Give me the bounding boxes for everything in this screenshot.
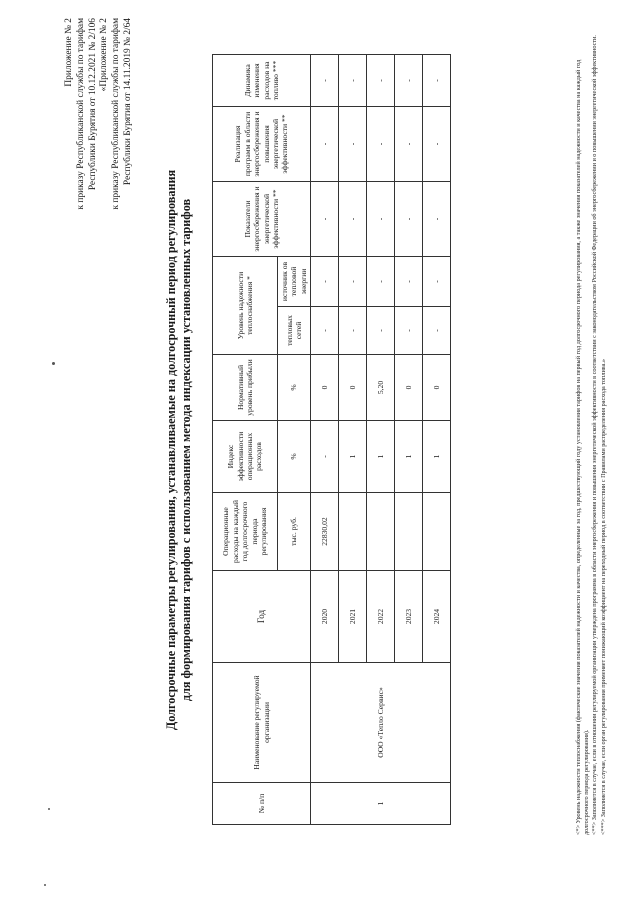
parameters-table	[212, 54, 451, 825]
appendix-line: к приказу Республиканской службы по тарифам	[111, 18, 122, 210]
cell-sources: -	[367, 257, 395, 307]
scan-speck	[52, 362, 55, 365]
cell-year: 2020	[311, 571, 339, 663]
col-header-num: № п/п	[213, 783, 311, 825]
col-header-org: Наименование регулируемой организации	[213, 663, 311, 783]
col-header-index: Индекс эффективности операционных расходов	[213, 421, 278, 493]
cell-index: 1	[423, 421, 451, 493]
unit-opex: тыс. руб.	[278, 493, 311, 571]
col-header-energy-program: Реализация программ в области энергосбережения и повышения энергетической эффективности **	[213, 107, 311, 182]
scan-speck	[48, 808, 50, 810]
cell-indicators: -	[395, 182, 423, 257]
cell-networks: -	[395, 307, 423, 355]
cell-program: -	[311, 107, 339, 182]
cell-profit: 0	[311, 355, 339, 421]
footnotes	[575, 25, 608, 835]
cell-profit: 0	[339, 355, 367, 421]
cell-indicators: -	[367, 182, 395, 257]
cell-year: 2021	[339, 571, 367, 663]
table-row	[311, 55, 339, 825]
footnote: <**> Заполняется в случае, если в отношении регулируемой организации утверждена программа в области энергосбережения и повышения энергетической эффективности в соответствии с законодательством Российской Федерации об энергосбережении и о повышении энергетической эффективности.	[591, 35, 599, 835]
cell-opex	[367, 493, 395, 571]
cell-networks: -	[311, 307, 339, 355]
cell-sources: -	[311, 257, 339, 307]
document-title	[164, 55, 194, 845]
cell-opex	[423, 493, 451, 571]
cell-fuel: -	[395, 55, 423, 107]
appendix-line: Республики Бурятия от 10.12.2021 № 2/106	[87, 18, 98, 191]
cell-indicators: -	[339, 182, 367, 257]
col-header-energy-indicators: Показатели энергосбережения и энергетической эффективности **	[213, 182, 311, 257]
cell-fuel: -	[423, 55, 451, 107]
cell-indicators: -	[423, 182, 451, 257]
cell-opex	[339, 493, 367, 571]
cell-networks: -	[339, 307, 367, 355]
cell-opex	[395, 493, 423, 571]
cell-sources: -	[423, 257, 451, 307]
cell-sources: -	[395, 257, 423, 307]
col-header-sources: источник ов тепловой энергии	[278, 257, 311, 307]
appendix-line: Приложение № 2	[64, 18, 74, 87]
cell-index: 1	[339, 421, 367, 493]
footnote: <*> Уровень надежности теплоснабжения (фактические значения показателей надежности и качества, определенные за год, предшествующий году установления тарифов на первый год долгосрочного периода регулирования, а также значения показателей надежности и качества на каждый год долгосрочного периода регулирования).	[575, 59, 591, 835]
col-header-networks: тепловых сетей	[278, 307, 311, 355]
header-row	[213, 55, 278, 825]
footnote: <***> Заполняется в случае, если орган регулирования применяет понижающий коэффициент на переходный период в соответствии с Правилами распределения расхода топлива.»	[599, 359, 607, 835]
cell-networks: -	[367, 307, 395, 355]
appendix-line: «Приложение № 2	[99, 18, 110, 92]
cell-program: -	[395, 107, 423, 182]
appendix-header	[64, 18, 135, 210]
cell-year: 2024	[423, 571, 451, 663]
unit-profit: %	[278, 355, 311, 421]
cell-program: -	[339, 107, 367, 182]
cell-sources: -	[339, 257, 367, 307]
cell-networks: -	[423, 307, 451, 355]
cell-program: -	[423, 107, 451, 182]
cell-year: 2022	[367, 571, 395, 663]
cell-indicators: -	[311, 182, 339, 257]
title-line: Долгосрочные параметры регулирования, устанавливаемые на долгосрочный период регулирования	[164, 169, 178, 731]
scan-speck	[44, 884, 46, 886]
cell-year: 2023	[395, 571, 423, 663]
cell-fuel: -	[311, 55, 339, 107]
cell-opex: 22830,02	[311, 493, 339, 571]
col-header-profit: Нормативный уровень прибыли	[213, 355, 278, 421]
cell-program: -	[367, 107, 395, 182]
cell-index: 1	[395, 421, 423, 493]
cell-profit: 5,20	[367, 355, 395, 421]
col-header-reliability: Уровень надежности теплоснабжения *	[213, 257, 278, 355]
cell-index: 1	[367, 421, 395, 493]
cell-profit: 0	[395, 355, 423, 421]
cell-profit: 0	[423, 355, 451, 421]
cell-fuel: -	[367, 55, 395, 107]
title-line: для формирования тарифов с использованием метода индексации установленных тарифов	[179, 198, 193, 702]
appendix-line: к приказу Республиканской службы по тарифам	[75, 18, 86, 210]
col-header-fuel-dynamics: Динамика изменения расходов на топливо ***	[213, 55, 311, 107]
cell-index: -	[311, 421, 339, 493]
row-number: 1	[311, 783, 451, 825]
org-name: ООО «Тепло Сервис»	[311, 663, 451, 783]
appendix-line: Республики Бурятия от 14.11.2019 № 2/64	[122, 18, 133, 186]
unit-index: %	[278, 421, 311, 493]
col-header-year: Год	[213, 571, 311, 663]
col-header-opex: Операционные расходы на каждый год долгосрочного периода регулирования	[213, 493, 278, 571]
cell-fuel: -	[339, 55, 367, 107]
